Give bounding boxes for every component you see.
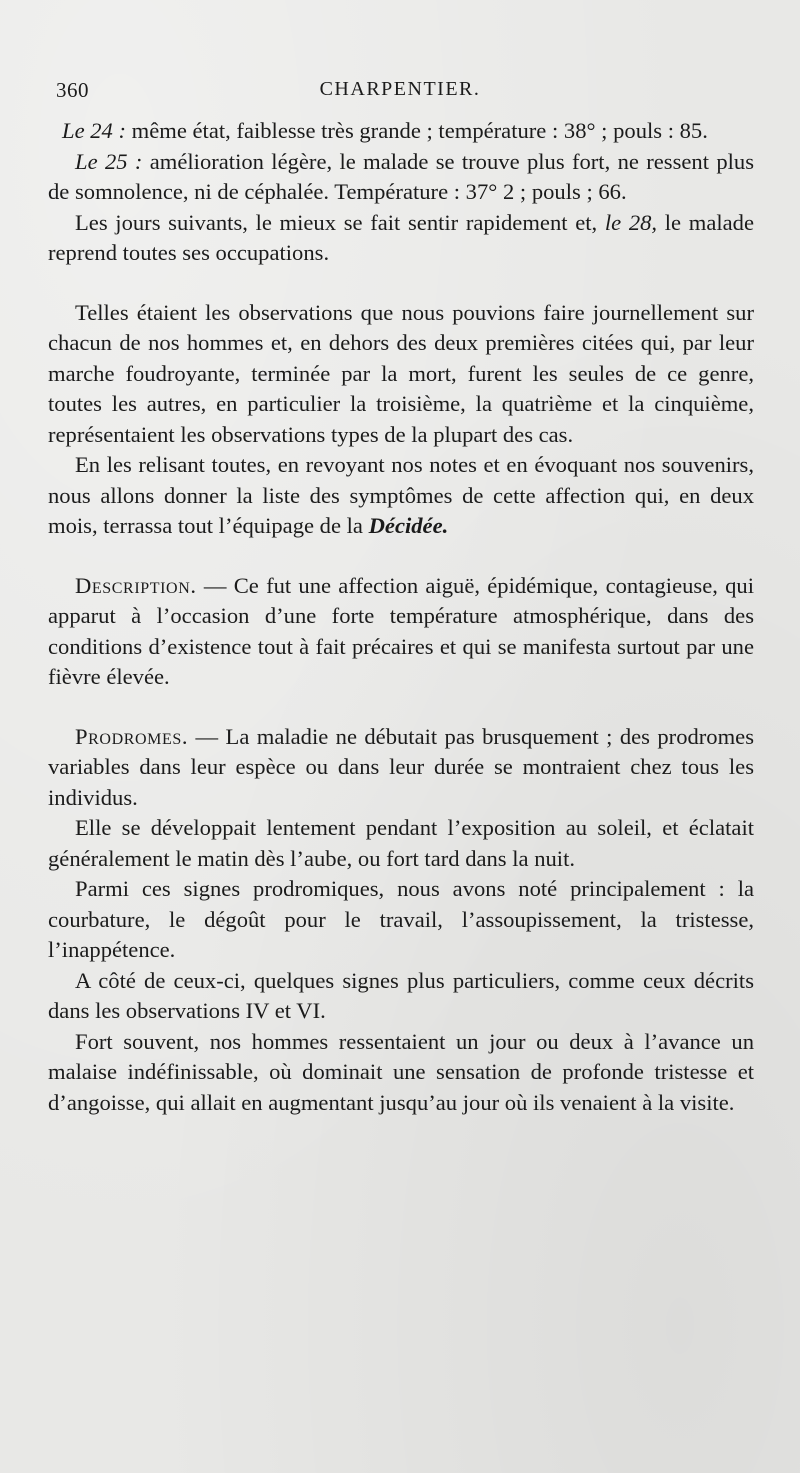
body-text: [48, 116, 754, 1118]
paragraph-text: Fort souvent, nos hommes ressentaient un jour ou deux à l’avance un malaise indéfinissable, où dominait une sensation de profonde tristesse et d’angoisse, qui allait en augmentant jusqu’au jour où ils venaient à la visite.: [48, 1028, 754, 1115]
paragraph-text: Telles étaient les observations que nous pouvions faire journellement sur chacun de nos hommes et, en dehors des deux premières citées qui, par leur marche foudroyante, terminée par la mort, furent les seules de ce genre, toutes les autres, en particulier la troisième, la quatrième et la cinquième, représentaient les observations types de la plupart des cas.: [48, 299, 754, 447]
ship-name: Décidée.: [368, 513, 449, 538]
paragraph-prodromic-signs: [48, 874, 754, 966]
paragraph-observations: [48, 298, 754, 451]
paragraph-text: A côté de ceux-ci, quelques signes plus particuliers, comme ceux décrits dans les observations IV et VI.: [48, 967, 754, 1023]
paragraph-day-25: [48, 147, 754, 208]
paragraph-development: [48, 813, 754, 874]
date-label: le 28,: [604, 209, 658, 235]
paragraph-text: Les jours suivants, le mieux se fait sentir rapidement et,: [75, 209, 605, 235]
section-label-description: Description.: [75, 572, 197, 598]
paragraph-day-24: [48, 116, 754, 147]
running-title: CHARPENTIER.: [319, 78, 481, 100]
page-header: [50, 78, 750, 108]
paragraph-text: En les relisant toutes, en revoyant nos notes et en évoquant nos souvenirs, nous allons donner la liste des symptômes de cette affection qui, en deux mois, terrassa tout l’équipage de la: [48, 452, 754, 538]
paragraph-text: Elle se développait lentement pendant l’exposition au soleil, et éclatait généralement le matin dès l’aube, ou fort tard dans la nuit.: [48, 815, 754, 871]
paragraph-malaise: [48, 1027, 754, 1119]
paragraph-text: — La maladie ne débutait pas brusquement ; des prodromes variables dans leur espèce ou dans leur durée se montraient chez tous les individus.: [48, 723, 754, 810]
paragraph-text: le malade reprend toutes ses occupations.: [48, 209, 754, 265]
paragraph-following-days: [48, 208, 754, 269]
paragraph-symptoms-list: [48, 450, 754, 542]
date-label: Le 25 :: [75, 148, 143, 174]
paragraph-text: — Ce fut une affection aiguë, épidémique, contagieuse, qui apparut à l’occasion d’une forte température atmosphérique, dans des conditions d’existence tout à fait précaires et qui se manifesta surtout par une fièvre élevée.: [48, 572, 754, 689]
paragraph-text: même état, faiblesse très grande ; température : 38° ; pouls : 85.: [126, 118, 708, 143]
section-label-prodromes: Prodromes.: [75, 723, 189, 749]
paragraph-prodromes: [48, 722, 754, 814]
paragraph-description: [48, 571, 754, 693]
page-number: 360: [56, 78, 89, 102]
paragraph-particular-signs: [48, 966, 754, 1027]
paragraph-text: amélioration légère, le malade se trouve plus fort, ne ressent plus de somnolence, ni de céphalée. Température : 37° 2 ; pouls ; 66.: [48, 148, 755, 204]
paragraph-text: Parmi ces signes prodromiques, nous avons noté principalement : la courbature, le dégoût pour le travail, l’assoupissement, la tristesse, l’inappétence.: [48, 876, 754, 962]
date-label: Le 24 :: [62, 118, 127, 143]
